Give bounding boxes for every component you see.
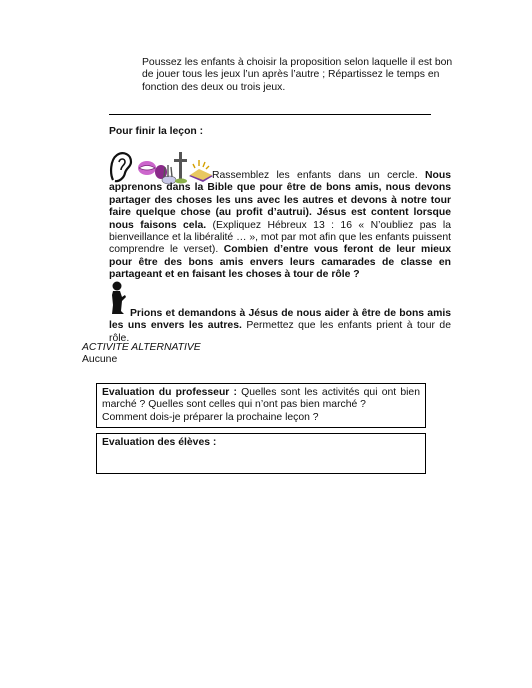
teacher-evaluation-box [96,383,426,428]
teacher-evaluation-label: Evaluation du professeur : [102,387,237,398]
alternative-activity-value: Aucune [82,354,118,365]
teacher-evaluation-questions: Quelles sont les activités qui ont bien marché ? Quelles sont celles qui n’ont pas bien marché ? [102,387,420,411]
student-evaluation-box [96,433,426,474]
student-evaluation-label: Evaluation des élèves : [102,437,217,448]
teacher-evaluation-question-2: Comment dois-je préparer la prochaine leçon ? [102,411,319,423]
lesson-explanation: (Expliquez Hébreux 13 : 16 « N’oubliez pas la bienveillance et la libéralité … », mot par mot afin que les enfants puissent comprendre le verset). [109,219,451,256]
prayer-text: Prions et demandons à Jésus de nous aider à être de bons amis les uns envers les autres. [109,308,451,332]
lesson-heading: Pour finir la leçon : [109,126,204,137]
divider [109,114,431,115]
alternative-activity-title: ACTIVITE ALTERNATIVE [82,342,201,353]
lesson-instruction: Rassemblez les enfants dans un cercle. [212,170,426,181]
prayer-instruction: Permettez que les enfants prient à tour de rôle. [109,320,451,344]
lesson-message: Nous apprenons dans la Bible que pour être de bons amis, nous devons partager des choses les uns avec les autres et devons à notre tour faire quelque chose (au profit d’autrui). Jésus est content lorsque nous faisons cela. [109,170,451,231]
lesson-question: Combien d’entre vous feront de leur mieux pour être des bons amis envers leurs camarades de classe en partageant et en faisant les choses à tour de rôle ? [109,244,451,281]
lesson-paragraph [109,168,451,282]
intro-paragraph: Poussez les enfants à choisir la proposition selon laquelle il est bon de jouer tous les jeux l’un après l’autre ; Répartissez le temps en fonction des deux ou trois jeux. [142,57,453,93]
prayer-paragraph [109,306,451,345]
